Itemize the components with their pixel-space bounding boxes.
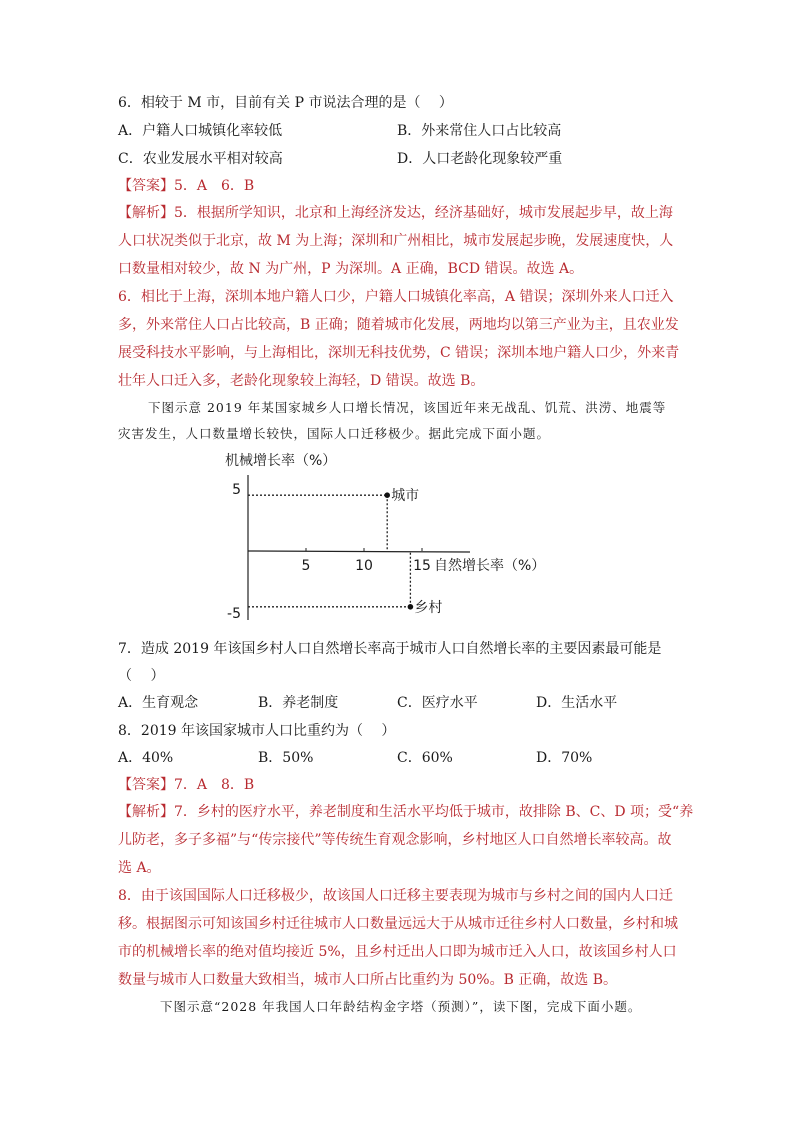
intro-1-line-0: 下图示意 2019 年某国家城乡人口增长情况，该国近年来无战乱、饥荒、洪涝、地震等 (148, 400, 667, 415)
point-label: 城市 (391, 488, 420, 505)
q7-stem: 7．造成 2019 年该国乡村人口自然增长率高于城市人口自然增长率的主要因素最可能是 (118, 641, 662, 657)
q7-paren: （ ） (118, 668, 165, 684)
x-axis-label: 自然增长率（%） (434, 558, 546, 574)
analysis-7-8-line-1: 儿防老，多子多福”与“传宗接代”等传统生育观念影响，乡村地区人口自然增长率较高。故 (118, 832, 672, 848)
q6-option-a: A．户籍人口城镇化率较低 (118, 123, 283, 139)
q6-option-d: D．人口老龄化现象较严重 (397, 151, 563, 167)
analysis-label: 【解析】 (118, 804, 174, 820)
analysis-5-6-line-3: 6．相比于上海，深圳本地户籍人口少，户籍人口城镇化率高，A 错误；深圳外来人口迁入 (118, 289, 674, 305)
answer-text: 7．A 8．B (174, 777, 255, 793)
intro-1-line-1: 灾害发生，人口数量增长较快，国际人口迁移极少。据此完成下面小题。 (118, 426, 551, 441)
q6-stem: 6．相较于 M 市，目前有关 P 市说法合理的是（ ） (118, 95, 453, 111)
analysis-5-6-line-6: 壮年人口迁入多，老龄化现象较上海轻，D 错误。故选 B。 (118, 373, 485, 389)
analysis-7-8-line-0 (118, 802, 693, 822)
analysis-7-8-line-4: 移。根据图示可知该国乡村迁往城市人口数量远远大于从城市迁往乡村人口数量，乡村和城 (118, 916, 678, 932)
data-point (384, 492, 390, 498)
q7-option-c: C．医疗水平 (397, 695, 478, 711)
analysis-text: 7．乡村的医疗水平，养老制度和生活水平均低于城市，故排除 B、C、D 项；受“养 (174, 804, 694, 820)
q6-option-b: B．外来常住人口占比较高 (397, 123, 562, 139)
y-tick-label: -5 (227, 606, 241, 622)
analysis-text: 5．根据所学知识，北京和上海经济发达，经济基础好，城市发展起步早，故上海 (174, 205, 673, 221)
q7-option-b: B．养老制度 (258, 695, 339, 711)
x-tick-label: 15 (413, 558, 431, 574)
y-tick-label: 5 (232, 482, 241, 498)
analysis-5-6-line-4: 多，外来常住人口占比较高，B 正确；随着城市化发展，两地均以第三产业为主，且农业发 (118, 317, 679, 333)
q8-option-c: C．60% (397, 750, 453, 766)
answer-label: 【答案】 (118, 178, 174, 194)
q8-option-d: D．70% (536, 750, 593, 766)
analysis-5-6-line-5: 展受科技水平影响，与上海相比，深圳无科技优势，C 错误；深圳本地户籍人口少，外来青 (118, 345, 680, 361)
analysis-5-6-line-2: 口数量相对较少，故 N 为广州，P 为深圳。A 正确，BCD 错误。故选 A。 (118, 261, 584, 277)
analysis-label: 【解析】 (118, 205, 174, 221)
answer-5-6 (118, 176, 254, 196)
q7-option-d: D．生活水平 (536, 695, 618, 711)
y-axis-label: 机械增长率（%） (225, 453, 337, 469)
growth-chart (200, 445, 600, 630)
x-axis (248, 551, 470, 552)
x-tick-label: 10 (355, 558, 373, 574)
answer-label: 【答案】 (118, 777, 174, 793)
q8-option-b: B．50% (258, 750, 314, 766)
q8-option-a: A．40% (118, 750, 174, 766)
answer-text: 5．A 6．B (174, 178, 255, 194)
answer-7-8 (118, 775, 254, 795)
q6-option-c: C．农业发展水平相对较高 (118, 151, 283, 167)
analysis-5-6-line-1: 人口状况类似于北京，故 M 为上海；深圳和广州相比，城市发展起步晚，发展速度快，人 (118, 233, 674, 249)
analysis-5-6-line-0 (118, 203, 673, 223)
analysis-7-8-line-2: 选 A。 (118, 860, 161, 876)
intro-2: 下图示意“2028 年我国人口年龄结构金字塔（预测）”，读下图，完成下面小题。 (160, 999, 642, 1014)
analysis-7-8-line-5: 市的机械增长率的绝对值均接近 5%，且乡村迁出人口即为城市迁入人口，故该国乡村人口 (118, 944, 677, 960)
data-point (408, 604, 414, 610)
analysis-7-8-line-3: 8．由于该国国际人口迁移极少，故该国人口迁移主要表现为城市与乡村之间的国内人口迁 (118, 888, 673, 904)
x-tick-label: 5 (301, 558, 311, 574)
analysis-7-8-line-6: 数量与城市人口数量大致相当，城市人口所占比重约为 50%。B 正确，故选 B。 (118, 972, 618, 988)
q8-stem: 8．2019 年该国家城市人口比重约为（ ） (118, 723, 396, 739)
q7-option-a: A．生育观念 (118, 695, 199, 711)
point-label: 乡村 (414, 599, 443, 616)
